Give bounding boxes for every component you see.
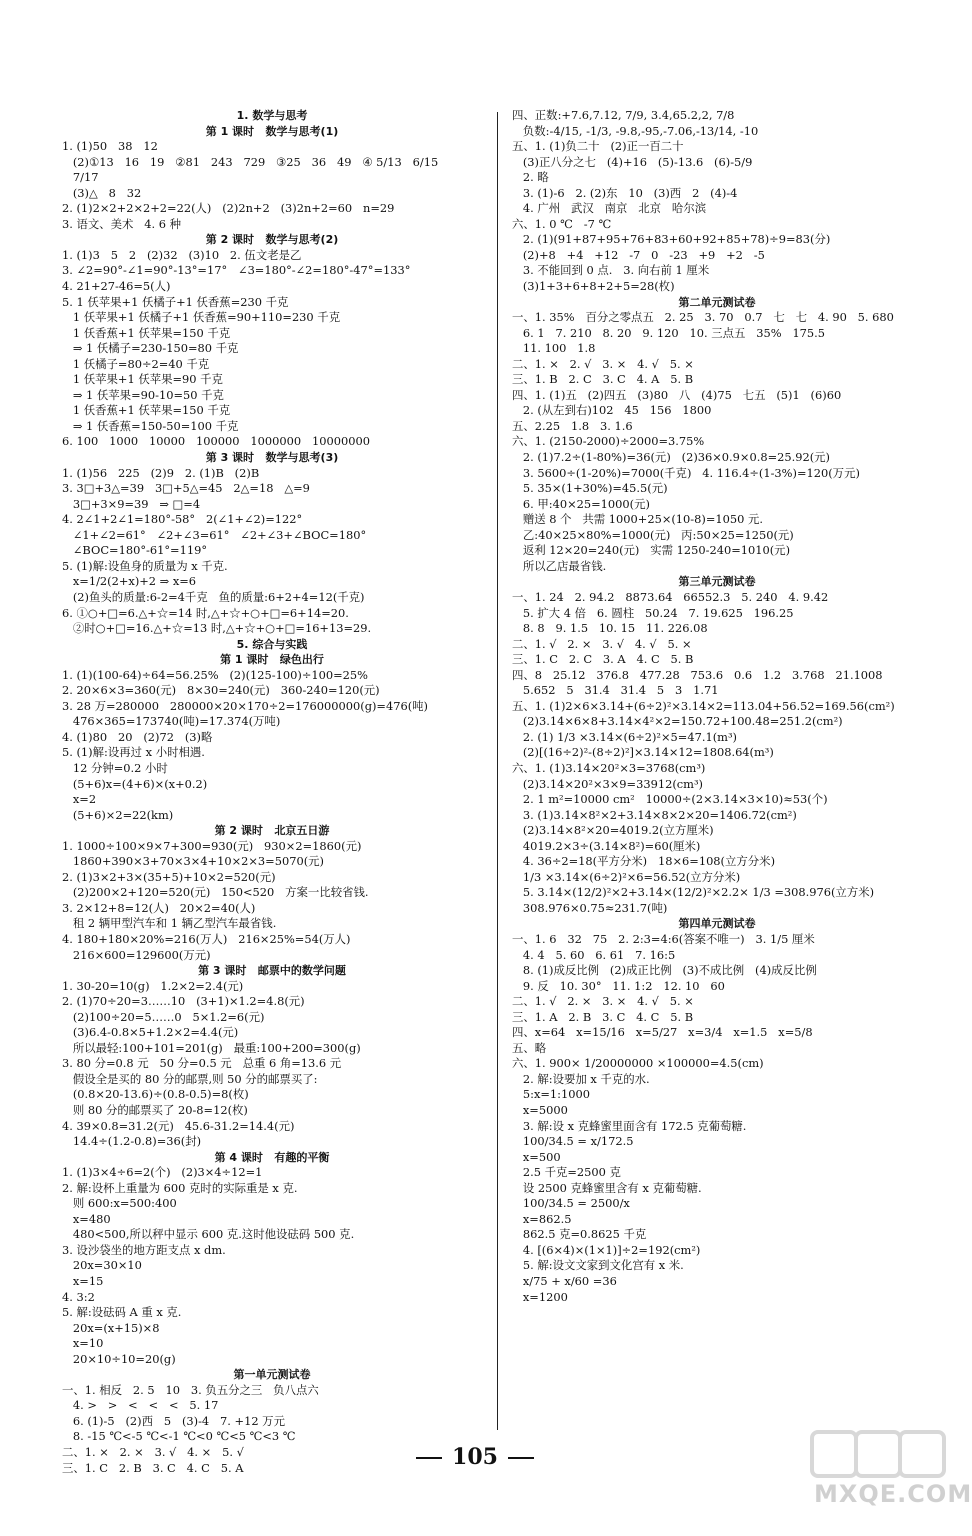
section-heading: 第 3 课时 数学与思考(3) <box>205 451 339 465</box>
answer-line: 5. 解:设文文家到文化宫有 x 米. <box>512 1258 684 1273</box>
answer-line: 四、1. (1)五 (2)四五 (3)80 八 (4)75 七五 (5)1 (6)60 <box>512 387 842 402</box>
answer-line: 5. 解:设砝码 A 重 x 克. <box>62 1305 182 1320</box>
answer-line: 六、1. 0 ℃ -7 ℃ <box>512 216 612 231</box>
answer-line: 5. 1 仸苹果+1 仸橘子+1 仸香蕉=230 千克 <box>62 294 289 309</box>
answer-line: ∠BOC=180°-61°=119° <box>62 543 208 558</box>
answer-line: x=480 <box>62 1211 111 1226</box>
answer-line: 5. (1)解:设鱼身的质量为 x 千克. <box>62 558 228 573</box>
answer-line: ∠1+∠2=61° ∠2+∠3=61° ∠2+∠3+∠BOC=180° <box>62 527 367 542</box>
answer-line: 3. 设沙袋坐的地方距支点 x dm. <box>62 1242 226 1257</box>
answer-line: 2. (1)2×2+2×2+2=22(人) (2)2n+2 (3)2n+2=60 n=29 <box>62 201 395 216</box>
answer-line: (3)6.4-0.8×5+1.2×2=4.4(元) <box>62 1025 239 1040</box>
answer-line: 四、x=64 x=15/16 x=5/27 x=3/4 x=1.5 x=5/8 <box>512 1025 813 1040</box>
answer-line: 1 仸香蕉+1 仸苹果=150 千克 <box>62 325 231 340</box>
answer-line: 四、8 25.12 376.8 477.28 753.6 0.6 1.2 3.768 21.1008 <box>512 667 883 682</box>
answer-line: 5. 3.14×(12/2)²×2+3.14×(12/2)²×2.2× 1/3 =308.976(立方米) <box>512 885 875 900</box>
answer-line: 4. (1)80 20 (2)72 (3)略 <box>62 729 213 744</box>
answer-line: 2. (1)3×2+3×(35+5)+10×2=520(元) <box>62 869 276 884</box>
answer-line: 三、1. C 2. B 3. C 4. C 5. A <box>62 1460 244 1475</box>
section-heading: 第 3 课时 邮票中的数学问题 <box>198 964 346 978</box>
answer-line: 1. 30-20=10(g) 1.2×2=2.4(元) <box>62 978 244 993</box>
answer-line: 1. (1)(100-64)÷64=56.25% (2)(125-100)÷100=25% <box>62 667 368 682</box>
answer-line: 4. > > < < < 5. 17 <box>62 1398 219 1413</box>
answer-line: 4. 2∠1+2∠1=180°-58° 2(∠1+∠2)=122° <box>62 512 303 527</box>
answer-line: 1. 1000÷100×9×7+300=930(元) 930×2=1860(元) <box>62 838 362 853</box>
answer-line: 五、2.25 1.8 3. 1.6 <box>512 418 633 433</box>
answer-line: (3)△ 8 32 <box>62 185 142 200</box>
answer-line: 一、1. 24 2. 94.2 8873.64 66552.3 5. 240 4. 9.42 <box>512 589 829 604</box>
answer-line: 5. 35×(1+30%)=45.5(元) <box>512 481 668 496</box>
answer-line: (5+6)x=(4+6)×(x+0.2) <box>62 776 208 791</box>
answer-line: 4. 180+180×20%=216(万人) 216×25%=54(万人) <box>62 931 351 946</box>
answer-line: 一、1. 35% 百分之零点五 2. 25 3. 70 0.7 七 七 4. 90 5. 680 <box>512 310 894 325</box>
answer-line: 20x=30×10 <box>62 1258 142 1273</box>
answer-line: 2. (从左到右)102 45 156 1800 <box>512 403 712 418</box>
answer-line: 2. 解:设要加 x 千克的水. <box>512 1071 650 1086</box>
answer-line: 5.652 5 31.4 31.4 5 3 1.71 <box>512 683 719 698</box>
answer-line: ⇒ 1 仸橘子=230-150=80 千克 <box>62 341 239 356</box>
answer-line: (2)+8 +4 +12 -7 0 -23 +9 +2 -5 <box>512 247 765 262</box>
watermark-text: MXQE.COM <box>814 1480 972 1508</box>
answer-line: (5+6)×2=22(km) <box>62 807 174 822</box>
section-heading: 第 4 课时 有趣的平衡 <box>214 1150 330 1164</box>
answer-line: 4. 21+27-46=5(人) <box>62 279 171 294</box>
answer-line: 4019.2×3÷(3.14×8²)=60(厘米) <box>512 838 701 853</box>
answer-line: 返利 12×20=240(元) 实需 1250-240=1010(元) <box>512 543 791 558</box>
section-heading: 第一单元测试卷 <box>233 1368 311 1382</box>
answer-line: 2. 1 m²=10000 cm² 10000÷(2×3.14×3×10)≈53(个) <box>512 792 828 807</box>
section-heading: 第三单元测试卷 <box>678 575 756 589</box>
answer-line: (2)鱼头的质量:6-2=4千克 鱼的质量:6+2+4=12(千克) <box>62 589 365 604</box>
answer-line: 2. 20×6×3=360(元) 8×30=240(元) 360-240=120(元) <box>62 683 380 698</box>
column-divider <box>497 112 498 1430</box>
answer-line: 5. 扩大 4 倍 6. 圆柱 50.24 7. 19.625 196.25 <box>512 605 794 620</box>
answer-line: 2. 解:设杯上重量为 600 克时的实际重是 x 克. <box>62 1180 298 1195</box>
answer-line: 4. 广州 武汉 南京 北京 哈尔滨 <box>512 201 707 216</box>
answer-line: ②时○+□=16.△+☆=13 时,△+☆+○+□=16+13=29. <box>62 621 372 636</box>
answer-line: (3)1+3+6+8+2+5=28(枚) <box>512 279 675 294</box>
answer-line: 2. (1) 1/3 ×3.14×(6÷2)²×5=47.1(m³) <box>512 729 737 744</box>
answer-line: 4. 39×0.8=31.2(元) 45.6-31.2=14.4(元) <box>62 1118 295 1133</box>
answer-line: ⇒ 1 仸苹果=90-10=50 千克 <box>62 387 224 402</box>
answer-line: 六、1. 900× 1/20000000 ×100000=4.5(cm) <box>512 1056 764 1071</box>
section-heading: 第二单元测试卷 <box>678 295 756 309</box>
answer-line: 1/3 ×3.14×(6÷2)²×6=56.52(立方分米) <box>512 869 741 884</box>
answer-line: 一、1. 相反 2. 5 10 3. 负五分之三 负八点六 <box>62 1382 319 1397</box>
answer-line: 一、1. 6 32 75 2. 2:3=4:6(答案不唯一) 3. 1/5 厘米 <box>512 931 815 946</box>
answer-line: 8. 8 9. 1.5 10. 15 11. 226.08 <box>512 621 708 636</box>
answer-line: (2)①13 16 19 ②81 243 729 ③25 36 49 ④ 5/13 6/15 <box>62 154 439 169</box>
answer-line: 3. 不能回到 0 点. 3. 向右前 1 厘米 <box>512 263 710 278</box>
answer-line: (0.8×20-13.6)÷(0.8-0.5)=8(枚) <box>62 1087 249 1102</box>
answer-line: 六、1. (1)3.14×20²×3=3768(cm³) <box>512 760 706 775</box>
answer-line: 四、正数:+7.6,7.12, 7/9, 3.4,65.2,2, 7/8 <box>512 108 735 122</box>
answer-line: 1860+390×3+70×3×4+10×2×3=5070(元) <box>62 854 324 869</box>
answer-line: 乙:40×25×80%=1000(元) 丙:50×25=1250(元) <box>512 527 794 542</box>
page-number-text: 105 <box>452 1444 498 1470</box>
answer-line: 5:x=1:1000 <box>512 1087 590 1102</box>
answer-line: 3. (1)-6 2. (2)东 10 (3)西 2 (4)-4 <box>512 185 738 200</box>
answer-line: 六、1. (2150-2000)÷2000=3.75% <box>512 434 705 449</box>
answer-line: 二、1. × 2. × 3. √ 4. × 5. √ <box>62 1445 244 1460</box>
answer-line: 租 2 辆甲型汽车和 1 辆乙型汽车最省钱. <box>62 916 277 931</box>
answer-line: 二、1. √ 2. × 3. × 4. √ 5. × <box>512 994 694 1009</box>
left-column <box>62 108 482 1476</box>
answer-line: x=5000 <box>512 1103 568 1117</box>
answer-line: 100/34.5 = 2500/x <box>512 1196 630 1211</box>
answer-line: x=1200 <box>512 1289 568 1304</box>
answer-line: (2)3.14×6×8+3.14×4²×2=150.72+100.48=251.2(cm²) <box>512 714 843 729</box>
answer-line: 赠送 8 个 共需 1000+25×(10-8)=1050 元. <box>512 512 764 527</box>
answer-line: 20x=(x+15)×8 <box>62 1320 160 1335</box>
answer-line: 所以最轻:100+101=201(g) 最重:100+200=300(g) <box>62 1040 361 1055</box>
right-column <box>512 108 922 1305</box>
answer-line: 3□+3×9=39 ⇒ □=4 <box>62 496 201 511</box>
answer-line: 1. (1)50 38 12 <box>62 139 158 154</box>
answer-line: x=10 <box>62 1336 104 1351</box>
answer-line: 476×365=173740(吨)=17.374(万吨) <box>62 714 281 729</box>
answer-line: 2. (1)70÷20=3……10 (3+1)×1.2=4.8(元) <box>62 994 305 1009</box>
answer-line: 2. (1)(91+87+95+76+83+60+92+85+78)÷9=83(分) <box>512 232 831 247</box>
answer-line: x=2 <box>62 792 97 807</box>
answer-line: 二、1. √ 2. × 3. √ 4. √ 5. × <box>512 636 692 651</box>
section-heading: 1. 数学与思考 <box>236 109 308 122</box>
answer-line: 308.976×0.75≈231.7(吨) <box>512 900 668 915</box>
answer-line: 3. 28 万=280000 280000×20×170÷2=176000000(g)=476(吨) <box>62 698 428 713</box>
answer-line: 五、略 <box>512 1040 547 1055</box>
answer-line: (3)正八分之七 (4)+16 (5)-13.6 (6)-5/9 <box>512 154 753 169</box>
answer-line: 100/34.5 = x/172.5 <box>512 1134 634 1149</box>
answer-line: x=862.5 <box>512 1211 572 1226</box>
answer-line: (2)[(16÷2)²-(8÷2)²]×3.14×12=1808.64(m³) <box>512 745 774 760</box>
answer-line: 3. ∠2=90°-∠1=90°-13°=17° ∠3=180°-∠2=180°-47°=133° <box>62 263 411 278</box>
answer-line: 12 分钟=0.2 小时 <box>62 760 168 775</box>
answer-line: 2. (1)7.2÷(1-80%)=36(元) (2)36×0.9×0.8=25.92(元) <box>512 450 831 465</box>
answer-line: 4. 3:2 <box>62 1289 95 1304</box>
answer-line: 6. 甲:40×25=1000(元) <box>512 496 650 511</box>
watermark-logo <box>804 1430 972 1530</box>
answer-line: 6. (1)-5 (2)西 5 (3)-4 7. +12 万元 <box>62 1413 285 1428</box>
answer-line: ⇒ 1 仸香蕉=150-50=100 千克 <box>62 418 239 433</box>
answer-line: x=500 <box>512 1149 561 1164</box>
answer-line: 7/17 <box>62 170 99 185</box>
answer-line: 14.4÷(1.2-0.8)=36(封) <box>62 1134 202 1149</box>
answer-line: 5. (1)解:设再过 x 小时相遇. <box>62 745 205 760</box>
answer-line: 三、1. B 2. C 3. C 4. A 5. B <box>512 372 694 387</box>
answer-line: 6. 100 1000 10000 100000 1000000 10000000 <box>62 434 370 449</box>
answer-line: 3. 2×12+8=12(人) 20×2=40(人) <box>62 900 256 915</box>
answer-line: 则 80 分的邮票买了 20-8=12(枚) <box>62 1103 248 1117</box>
answer-line: 1. (1)56 225 (2)9 2. (1)B (2)B <box>62 465 260 480</box>
answer-line: 20×10÷10=20(g) <box>62 1351 176 1366</box>
section-heading: 5. 综合与实践 <box>236 637 308 651</box>
answer-line: (2)200×2+120=520(元) 150<520 方案一比较省钱. <box>62 885 369 900</box>
answer-line: 五、1. (1)负二十 (2)正一百二十 <box>512 139 684 154</box>
section-heading: 第 2 课时 数学与思考(2) <box>205 233 339 247</box>
answer-line: x/75 + x/60 =36 <box>512 1274 617 1289</box>
answer-line: 8. -15 ℃<-5 ℃<-1 ℃<0 ℃<5 ℃<3 ℃ <box>62 1429 296 1444</box>
answer-line: 假设全是买的 80 分的邮票,则 50 分的邮票买了: <box>62 1071 318 1086</box>
section-heading: 第四单元测试卷 <box>678 917 756 931</box>
answer-line: 2.5 千克=2500 克 <box>512 1165 621 1180</box>
answer-line: 11. 100 1.8 <box>512 341 596 356</box>
answer-line: 3. 3□+3△=39 3□+5△=45 2△=18 △=9 <box>62 481 310 496</box>
answer-line: 4. 4 5. 60 6. 61 7. 16:5 <box>512 947 676 962</box>
answer-line: 2. 略 <box>512 170 549 185</box>
answer-line: 1 仸苹果+1 仸苹果=90 千克 <box>62 372 223 387</box>
answer-line: (2)100÷20=5……0 5×1.2=6(元) <box>62 1009 265 1024</box>
answer-line: x=1/2(2+x)+2 ⇒ x=6 <box>62 574 197 589</box>
answer-line: 三、1. C 2. C 3. A 4. C 5. B <box>512 652 694 667</box>
answer-line: 三、1. A 2. B 3. C 4. C 5. B <box>512 1009 694 1024</box>
answer-line: 所以乙店最省钱. <box>512 558 607 573</box>
answer-line: 4. 36÷2=18(平方分米) 18×6=108(立方分米) <box>512 854 776 869</box>
answer-line: 1 仸苹果+1 仸橘子+1 仸香蕉=90+110=230 千克 <box>62 310 341 325</box>
answer-line: 862.5 克=0.8625 千克 <box>512 1227 647 1242</box>
answer-line: 6. 1 7. 210 8. 20 9. 120 10. 三点五 35% 175.5 <box>512 325 826 340</box>
section-heading: 第 1 课时 绿色出行 <box>220 653 324 667</box>
answer-line: 则 600:x=500:400 <box>62 1196 177 1211</box>
answer-line: 3. 5600÷(1-20%)=7000(千克) 4. 116.4÷(1-3%)=120(万元) <box>512 465 860 480</box>
section-heading: 第 2 课时 北京五日游 <box>214 824 330 838</box>
answer-line: 二、1. × 2. √ 3. × 4. √ 5. × <box>512 356 694 371</box>
answer-line: 1. (1)3×4÷6=2(个) (2)3×4÷12=1 <box>62 1165 263 1180</box>
answer-line: 1. (1)3 5 2 (2)32 (3)10 2. 伍文老是乙 <box>62 247 302 262</box>
answer-line: 3. 语文、美术 4. 6 种 <box>62 216 182 231</box>
answer-line: x=15 <box>62 1274 104 1289</box>
answer-line: 3. (1)3.14×8²×2+3.14×8×2×20=1406.72(cm²) <box>512 807 797 822</box>
answer-line: 480<500,所以秤中显示 600 克.这时他设砝码 500 克. <box>62 1227 355 1242</box>
answer-line: 设 2500 克蜂蜜里含有 x 克葡萄糖. <box>512 1180 702 1195</box>
answer-line: 负数:-4/15, -1/3, -9.8,-95,-7.06,-13/14, -10 <box>512 123 759 138</box>
answer-line: (2)3.14×8²×20=4019.2(立方厘米) <box>512 823 714 838</box>
answer-line: 216×600=129600(万元) <box>62 947 211 962</box>
section-heading: 第 1 课时 数学与思考(1) <box>205 124 339 138</box>
answer-line: 4. [(6×4)×(1×1)]÷2=192(cm²) <box>512 1242 701 1257</box>
answer-line: 8. (1)成反比例 (2)成正比例 (3)不成比例 (4)成反比例 <box>512 963 817 978</box>
answer-line: 6. ①○+□=6.△+☆=14 时,△+☆+○+□=6+14=20. <box>62 605 349 620</box>
answer-line: (2)3.14×20²×3×9=33912(cm³) <box>512 776 703 791</box>
answer-line: 1 仸香蕉+1 仸苹果=150 千克 <box>62 403 231 418</box>
answer-line: 3. 80 分=0.8 元 50 分=0.5 元 总重 6 角=13.6 元 <box>62 1056 342 1071</box>
answer-line: 9. 反 10. 30° 11. 1:2 12. 10 60 <box>512 978 725 993</box>
answer-line: 1 仸橘子=80÷2=40 千克 <box>62 356 210 371</box>
answer-line: 五、1. (1)2×6×3.14+(6÷2)²×3.14×2=113.04+56.52=169.56(cm²) <box>512 698 895 713</box>
answer-line: 3. 解:设 x 克蜂蜜里面含有 172.5 克葡萄糖. <box>512 1118 747 1133</box>
